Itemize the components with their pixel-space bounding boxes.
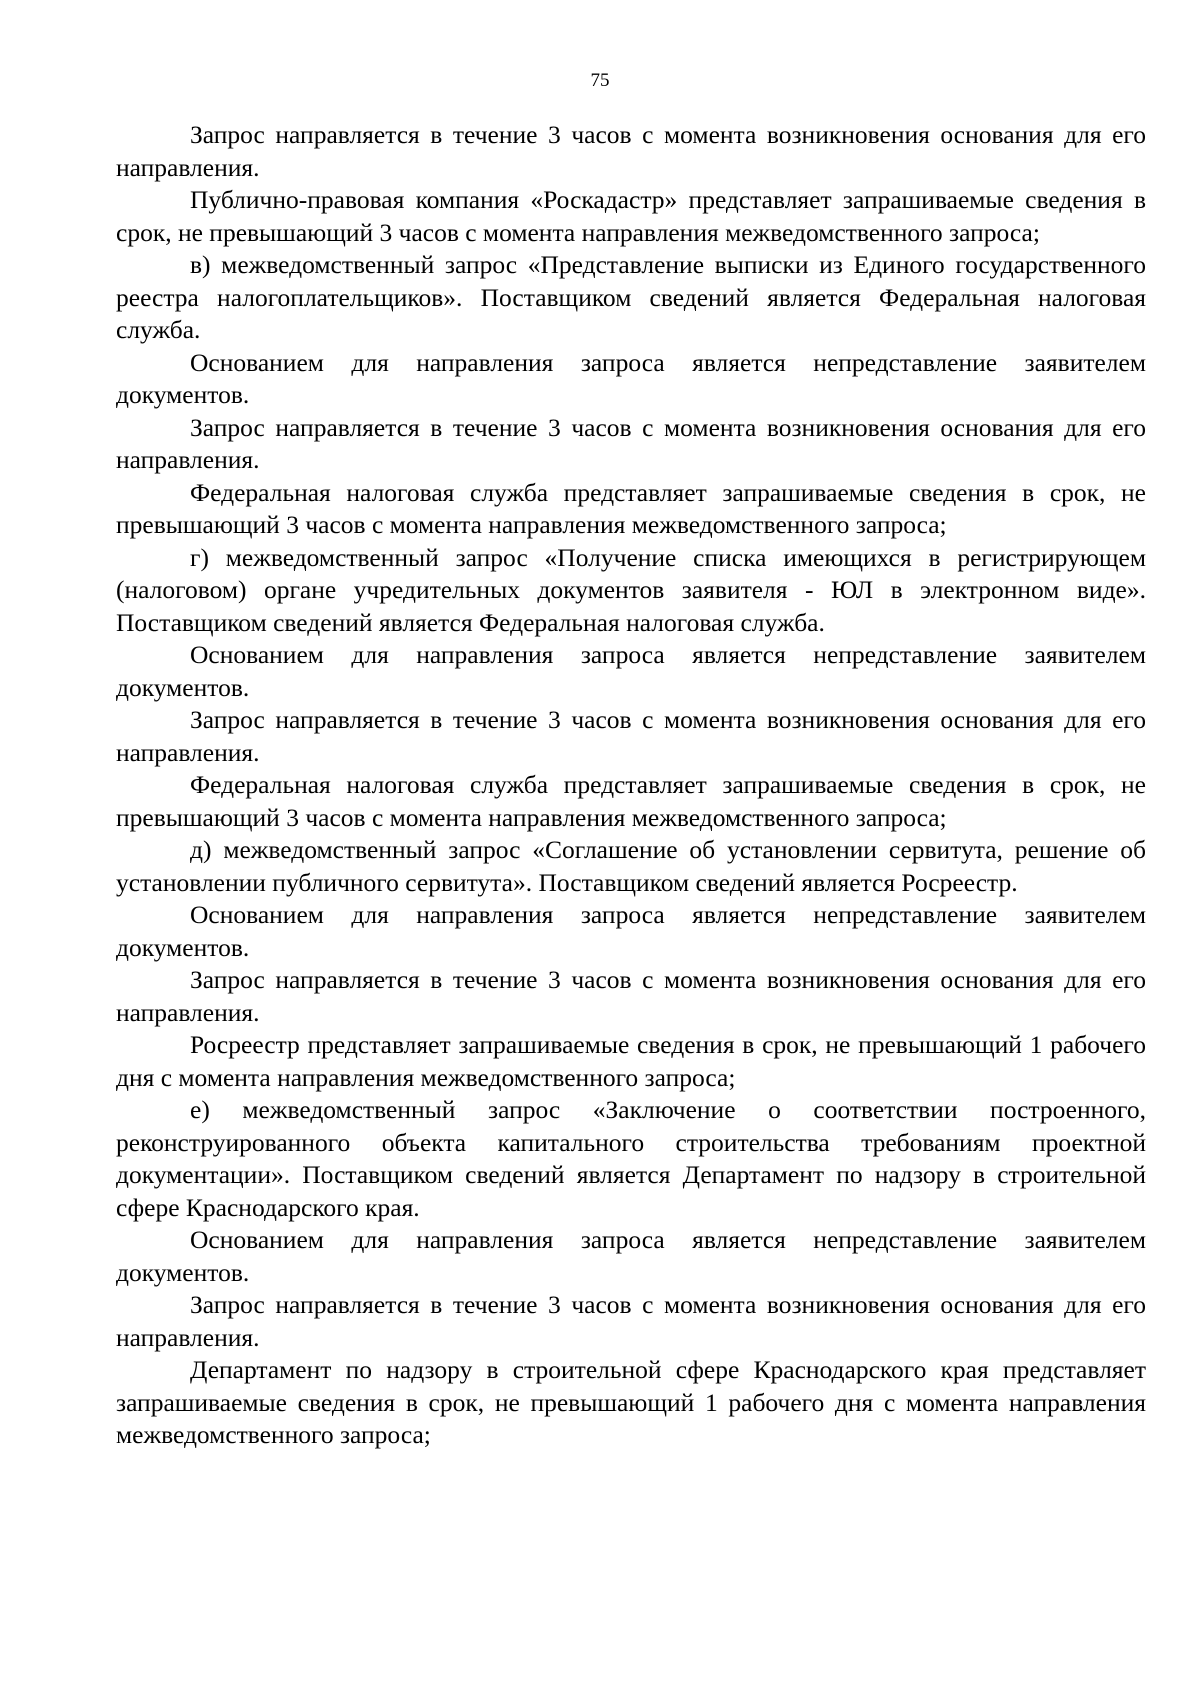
paragraph: Федеральная налоговая служба представляет запрашиваемые сведения в срок, не превышающий 3 часов с момента направления межведомственного запроса; [116, 770, 1146, 832]
paragraph: д) межведомственный запрос «Соглашение об установлении сервитута, решение об установлении публичного сервитута». Поставщиком сведений является Росреестр. [116, 835, 1146, 897]
paragraph: е) межведомственный запрос «Заключение о соответствии построенного, реконструированного объекта капитального строительства требованиям проектной документации». Поставщиком сведений является Департамент по надзору в строительной сфере Краснодарского края. [116, 1095, 1146, 1222]
paragraph: Основанием для направления запроса является непредставление заявителем документов. [116, 347, 1146, 409]
page-number: 75 [590, 70, 610, 91]
paragraph: Запрос направляется в течение 3 часов с момента возникновения основания для его направления. [116, 705, 1146, 767]
paragraph: Запрос направляется в течение 3 часов с момента возникновения основания для его направления. [116, 120, 1146, 182]
paragraph: г) межведомственный запрос «Получение списка имеющихся в регистрирующем (налоговом) органе учредительных документов заявителя - ЮЛ в электронном виде». Поставщиком сведений является Федеральная налоговая служба. [116, 542, 1146, 637]
paragraph: в) межведомственный запрос «Представление выписки из Единого государственного реестра налогоплательщиков». Поставщиком сведений является Федеральная налоговая служба. [116, 250, 1146, 344]
paragraph: Федеральная налоговая служба представляет запрашиваемые сведения в срок, не превышающий 3 часов с момента направления межведомственного запроса; [116, 477, 1146, 539]
paragraph: Запрос направляется в течение 3 часов с момента возникновения основания для его направления. [116, 412, 1146, 474]
paragraph: Запрос направляется в течение 3 часов с момента возникновения основания для его направления. [116, 1290, 1146, 1352]
paragraph: Основанием для направления запроса является непредставление заявителем документов. [116, 640, 1146, 702]
document-body [116, 119, 1146, 1452]
paragraph: Публично-правовая компания «Роскадастр» представляет запрашиваемые сведения в срок, не превышающий 3 часов с момента направления межведомственного запроса; [116, 185, 1146, 247]
paragraph: Росреестр представляет запрашиваемые сведения в срок, не превышающий 1 рабочего дня с момента направления межведомственного запроса; [116, 1030, 1146, 1092]
paragraph: Запрос направляется в течение 3 часов с момента возникновения основания для его направления. [116, 965, 1146, 1027]
paragraph: Основанием для направления запроса является непредставление заявителем документов. [116, 900, 1146, 962]
paragraph: Основанием для направления запроса является непредставление заявителем документов. [116, 1225, 1146, 1287]
paragraph: Департамент по надзору в строительной сфере Краснодарского края представляет запрашиваемые сведения в срок, не превышающий 1 рабочего дня с момента направления межведомственного запроса; [116, 1355, 1146, 1449]
